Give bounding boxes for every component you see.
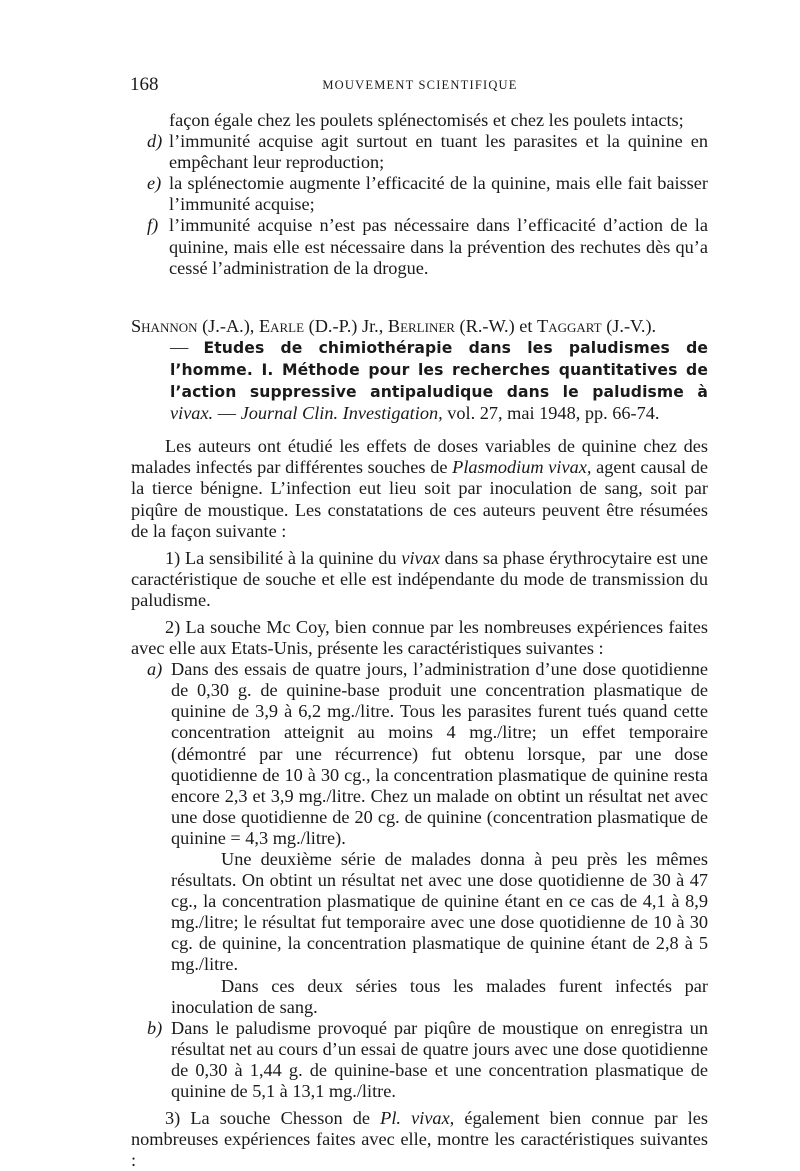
text-run: également bien connue par les nombreuses expériences faites avec elle, montre les caractéristiques suivantes : — [131, 1108, 708, 1171]
paragraph-1 — [131, 548, 708, 611]
page-number: 168 — [130, 74, 159, 95]
sub-item-text: Dans des essais de quatre jours, l’administration d’une dose quotidienne de 0,30 g. de quinine-base produit une concentration plasmatique de quinine de 3,9 à 6,2 mg./litre. Tous les parasites furent tués quand cette concentration atteignit au moins 4 mg./litre; un effet temporaire (démontré par une récurrence) fut obtenu lorsque, par une dose quotidienne de 10 à 30 cg., la concentration plasmatique de quinine resta encore 2,3 et 3,9 mg./litre. Chez un malade on obtint un résultat net avec une dose quotidienne de 20 cg. de quinine (concentration plasmatique de quinine = 4,3 mg./litre). — [171, 659, 708, 848]
sub-item-text: Dans le paludisme provoqué par piqûre de moustique on enregistra un résultat net au cours d’un essai de quatre jours avec une dose quotidienne de 0,30 à 1,44 g. de quinine-base et une concentration plasmatique de quinine de 5,1 à 13,1 mg./litre. — [171, 1017, 708, 1102]
article-title-species: vivax. — [170, 403, 214, 424]
sub-item-b — [131, 1018, 708, 1102]
bibliographic-reference — [131, 316, 708, 424]
running-title: MOUVEMENT SCIENTIFIQUE — [322, 78, 518, 92]
list-marker: f) — [147, 215, 159, 236]
list-item-text: l’immunité acquise n’est pas nécessaire dans l’efficacité d’action de la quinine, mais elle est nécessaire dans la prévention des rechutes dès qu’a cessé l’administration de la drogue. — [169, 215, 708, 278]
list-item — [131, 215, 708, 278]
list-marker: e) — [147, 173, 162, 194]
list-marker: a) — [147, 659, 163, 680]
sub-item-a — [131, 659, 708, 1018]
journal-name: Journal Clin. Investigation, — [240, 403, 443, 424]
list-marker: b) — [147, 1017, 163, 1038]
text-run: dans sa phase érythrocytaire est une caractéristique de souche et elle est indépendante du mode de transmission du paludisme. — [131, 547, 709, 610]
article-title: Etudes de chimiothérapie dans les paludismes de l’homme. I. Méthode pour les recherches quantitatives de l’action suppressive antipaludique dans le paludisme à — [170, 338, 709, 402]
author-initials: (J.-A.), — [202, 315, 255, 336]
author-name: Berliner — [387, 315, 455, 336]
sub-item-text: Une deuxième série de malades donna à peu près les mêmes résultats. On obtint un résultat net avec une dose quotidienne de 30 à 47 cg., la concentration plasmatique de quinine étant en ce cas de 4,1 à 8,9 mg./litre; le résultat fut temporaire avec une dose quotidienne de 10 à 30 cg. de quinine, la concentration plasmatique de quinine étant de 2,8 à 5 mg./litre. — [171, 849, 708, 975]
journal-dash: — — [217, 403, 236, 424]
text-run: agent causal de la tierce bénigne. L’infection eut lieu soit par inoculation de sang, soit par piqûre de moustique. Les constatations de ces auteurs peuvent être résumées de la façon suivante : — [131, 457, 708, 541]
list-item-text: la splénectomie augmente l’efficacité de la quinine, mais elle fait baisser l’immunité acquise; — [169, 173, 708, 215]
author-name: Taggart — [537, 315, 602, 336]
text-run: Les auteurs ont étudié les effets de doses variables de quinine chez des malades infectés par différentes souches de — [131, 436, 708, 478]
paragraph-2: 2) La souche Mc Coy, bien connue par les nombreuses expériences faites avec elle aux Etats-Unis, présente les caractéristiques suivantes : — [131, 616, 708, 659]
text-run: 3) La souche Chesson de — [165, 1108, 371, 1129]
list-item-text: l’immunité acquise agit surtout en tuant les parasites et la quinine en empêchant leur reproduction; — [169, 131, 708, 173]
text-run: 1) La sensibilité à la quinine du — [165, 547, 397, 568]
list-marker: d) — [147, 131, 163, 152]
species-name: Plasmodium vivax, — [452, 457, 592, 478]
species-name: Pl. vivax, — [380, 1108, 455, 1129]
page-header — [130, 74, 710, 96]
list-item — [131, 110, 708, 131]
list-item — [131, 131, 708, 173]
reference-dash: — — [170, 336, 189, 357]
citation-details: vol. 27, mai 1948, pp. 66-74. — [447, 403, 660, 424]
list-item-text: façon égale chez les poulets splénectomisés et chez les poulets intacts; — [169, 110, 684, 130]
intro-paragraph — [131, 436, 708, 541]
paragraph-3 — [131, 1108, 708, 1171]
sub-item-text: Dans ces deux séries tous les malades furent infectés par inoculation de sang. — [171, 975, 708, 1017]
author-initials: (R.-W.) et — [459, 315, 533, 336]
list-item — [131, 173, 708, 215]
species-name: vivax — [401, 547, 440, 568]
author-name: Earle — [258, 315, 305, 336]
author-initials: (J.-V.). — [606, 315, 657, 336]
page-body — [131, 110, 708, 1171]
author-name: Shannon — [131, 315, 198, 336]
author-initials: (D.-P.) Jr., — [308, 315, 384, 336]
